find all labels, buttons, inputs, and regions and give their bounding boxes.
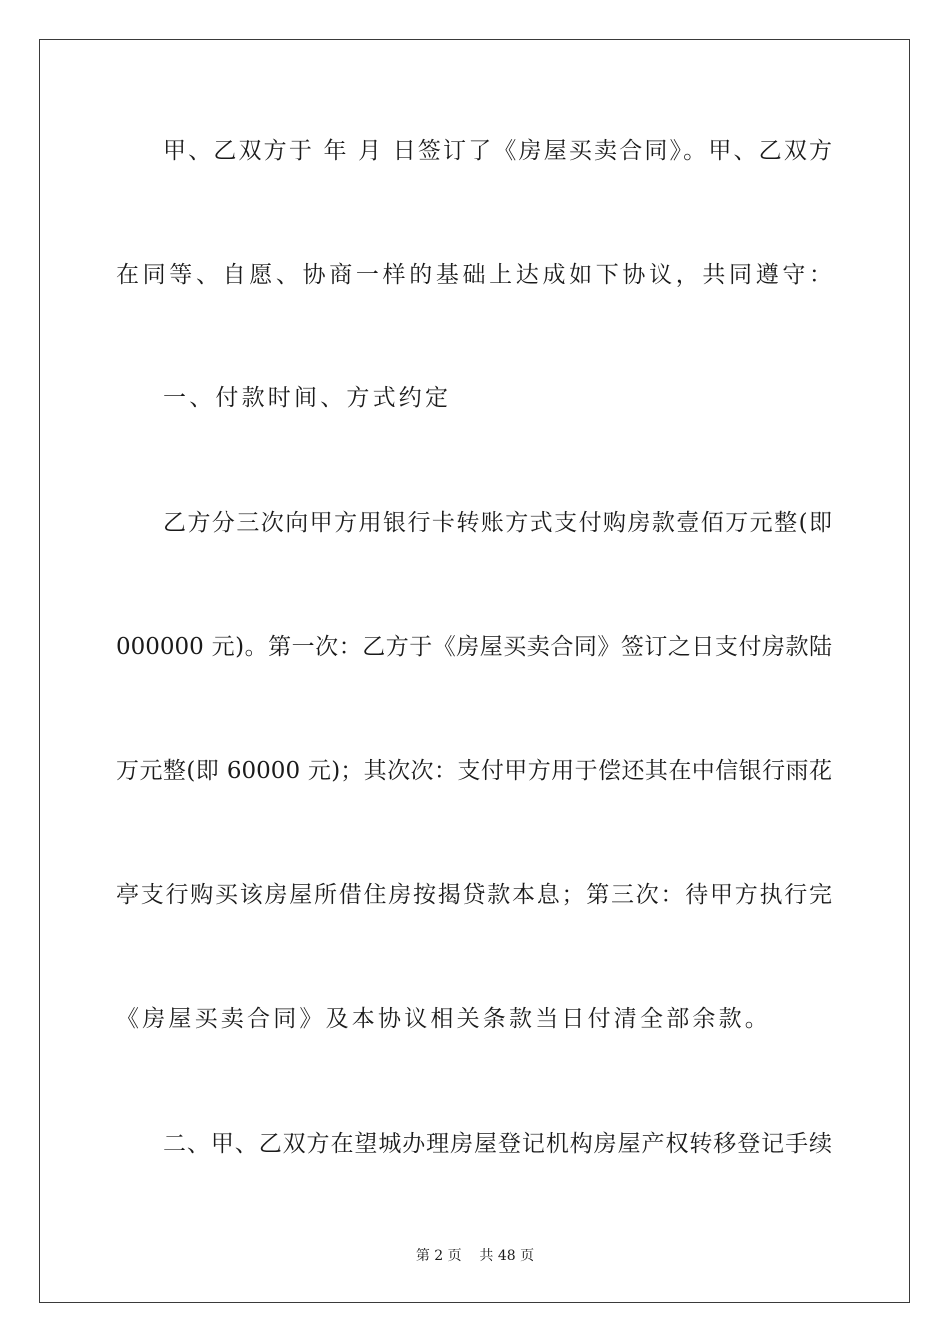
section-heading-2: 二、甲、乙双方在望城办理房屋登记机构房屋产权转移登记手续 xyxy=(163,1131,832,1157)
paragraph-1-line-2: 在同等、自愿、协商一样的基础上达成如下协议，共同遵守： xyxy=(116,262,832,288)
section-heading-1: 一、付款时间、方式约定 xyxy=(163,385,452,411)
paragraph-2-line-5: 《房屋买卖合同》及本协议相关条款当日付清全部余款。 xyxy=(116,1006,771,1032)
paragraph-1-line-1: 甲、乙双方于 年 月 日签订了《房屋买卖合同》。甲、乙双方 xyxy=(163,138,832,164)
paragraph-2-line-1: 乙方分三次向甲方用银行卡转账方式支付购房款壹佰万元整(即 xyxy=(163,510,832,536)
paragraph-2-line-4: 亭支行购买该房屋所借住房按揭贷款本息；第三次：待甲方执行完 xyxy=(116,882,832,908)
page-border xyxy=(39,39,910,1303)
paragraph-2-line-2: 000000 元)。第一次：乙方于《房屋买卖合同》签订之日支付房款陆 xyxy=(116,634,832,660)
page-number: 第 2 页 共 48 页 xyxy=(415,1248,535,1264)
paragraph-2-line-3: 万元整(即 60000 元)；其次次：支付甲方用于偿还其在中信银行雨花 xyxy=(116,758,832,784)
